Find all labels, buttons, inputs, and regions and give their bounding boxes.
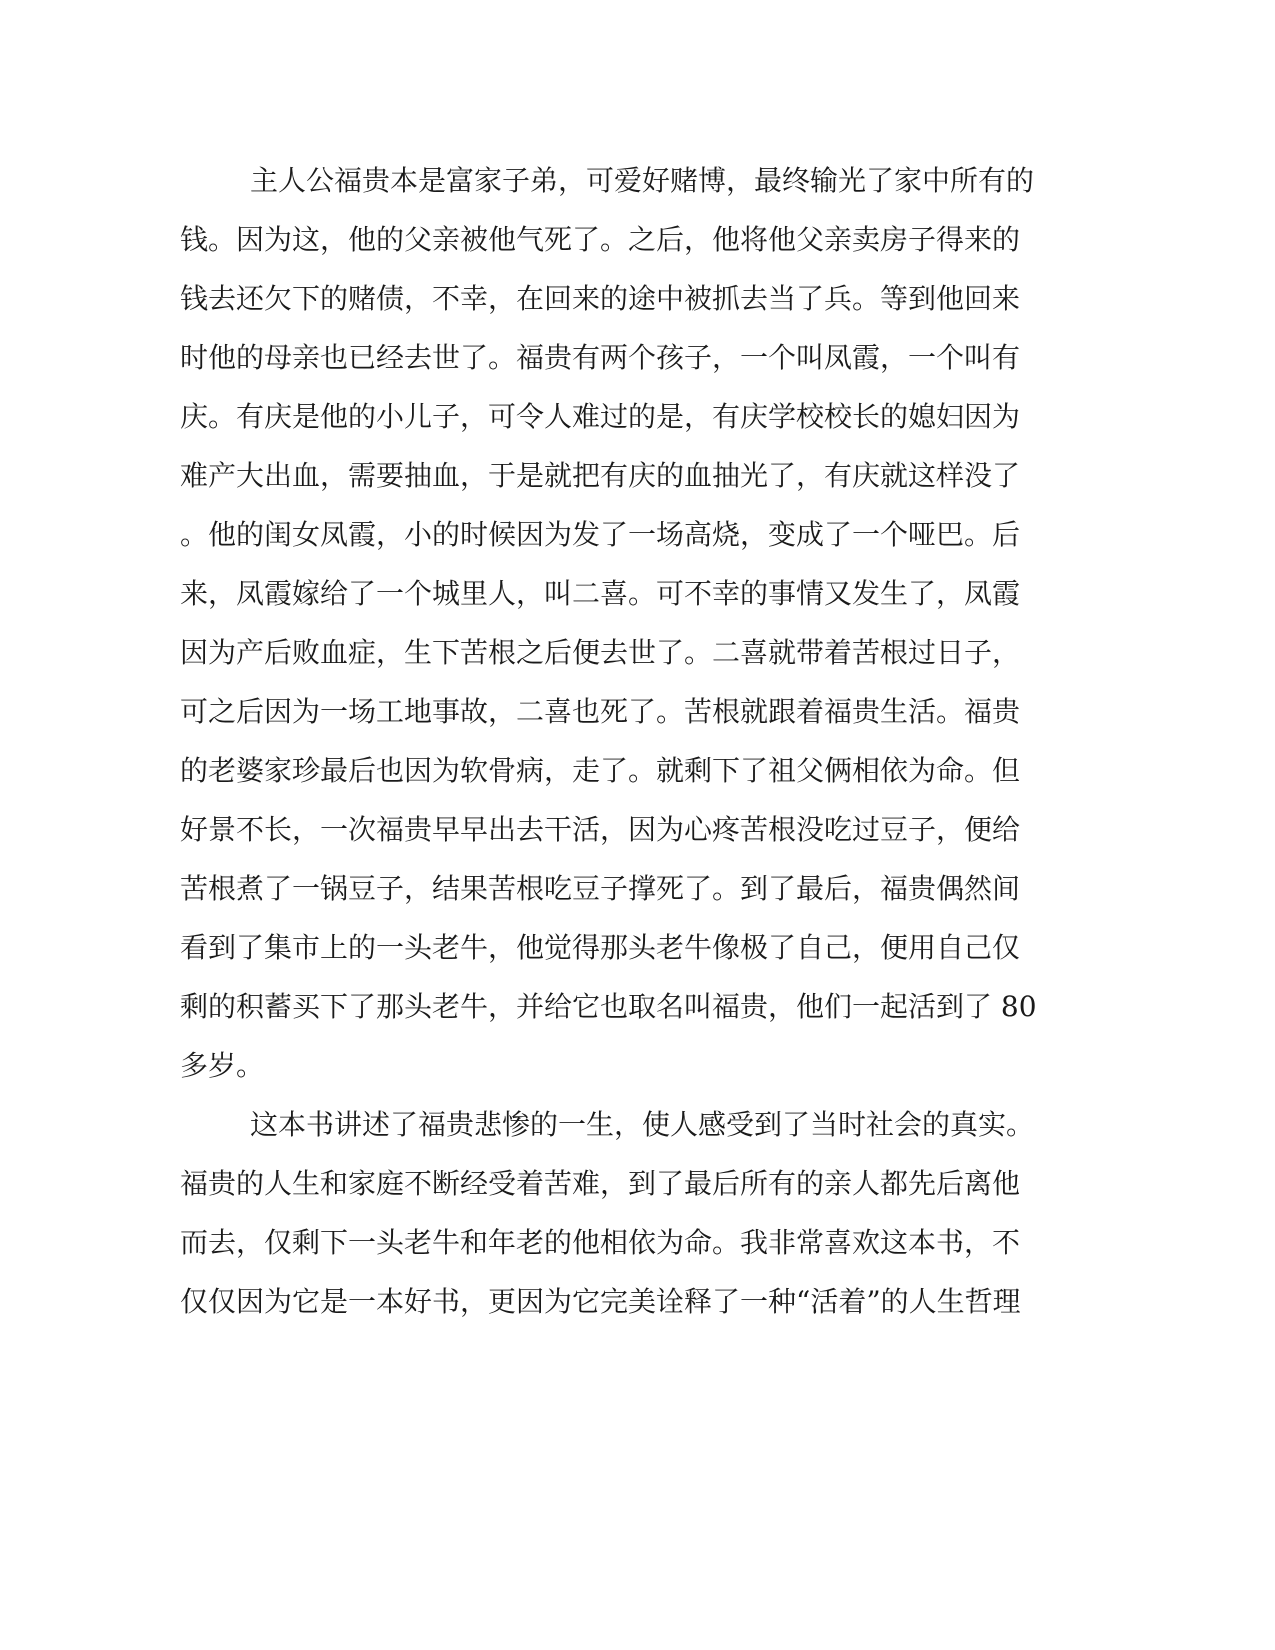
paragraph-line: 因为产后败血症，生下苦根之后便去世了。二喜就带着苦根过日子，: [180, 636, 1021, 669]
paragraph-line: 难产大出血，需要抽血，于是就把有庆的血抽光了，有庆就这样没了: [180, 459, 1021, 492]
paragraph-line: 时他的母亲也已经去世了。福贵有两个孩子，一个叫凤霞，一个叫有: [180, 341, 1021, 374]
paragraph-line: 主人公福贵本是富家子弟，可爱好赌博，最终输光了家中所有的: [250, 164, 1035, 197]
paragraph-line: 钱。因为这，他的父亲被他气死了。之后，他将他父亲卖房子得来的: [180, 223, 1021, 256]
paragraph-line: 庆。有庆是他的小儿子，可令人难过的是，有庆学校校长的媳妇因为: [180, 400, 1021, 433]
paragraph-line: 多岁。: [180, 1049, 265, 1082]
paragraph-line: 好景不长，一次福贵早早出去干活，因为心疼苦根没吃过豆子，便给: [180, 813, 1021, 846]
paragraph-line: 可之后因为一场工地事故，二喜也死了。苦根就跟着福贵生活。福贵: [180, 695, 1021, 728]
paragraph-line: 来，凤霞嫁给了一个城里人，叫二喜。可不幸的事情又发生了，凤霞: [180, 577, 1021, 610]
paragraph-line: 福贵的人生和家庭不断经受着苦难，到了最后所有的亲人都先后离他: [180, 1167, 1021, 1200]
paragraph-line: 。他的闺女凤霞，小的时候因为发了一场高烧，变成了一个哑巴。后: [180, 518, 1021, 551]
paragraph-line: 苦根煮了一锅豆子，结果苦根吃豆子撑死了。到了最后，福贵偶然间: [180, 872, 1021, 905]
paragraph-line: 这本书讲述了福贵悲惨的一生，使人感受到了当时社会的真实。: [250, 1108, 1035, 1141]
paragraph-line: 剩的积蓄买下了那头老牛，并给它也取名叫福贵，他们一起活到了 80: [180, 990, 1037, 1023]
paragraph-line: 看到了集市上的一头老牛，他觉得那头老牛像极了自己，便用自己仅: [180, 931, 1021, 964]
paragraph-line: 钱去还欠下的赌债，不幸，在回来的途中被抓去当了兵。等到他回来: [180, 282, 1021, 315]
paragraph-line: 的老婆家珍最后也因为软骨病，走了。就剩下了祖父俩相依为命。但: [180, 754, 1021, 787]
paragraph-line: 仅仅因为它是一本好书，更因为它完美诠释了一种“活着”的人生哲理: [180, 1285, 1021, 1318]
paragraph-line: 而去，仅剩下一头老牛和年老的他相依为命。我非常喜欢这本书，不: [180, 1226, 1021, 1259]
